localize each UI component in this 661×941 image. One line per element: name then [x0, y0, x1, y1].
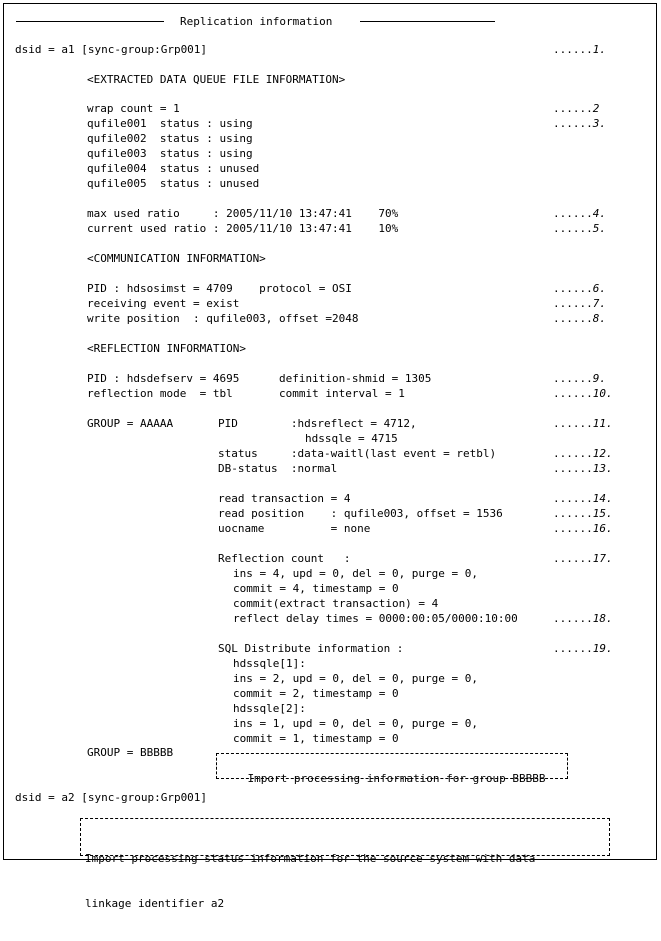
- output-line: uocname = none: [218, 522, 371, 535]
- reference-dots: ......: [553, 297, 593, 310]
- output-line: hdssqle = 4715: [305, 432, 398, 445]
- output-line: current used ratio : 2005/11/10 13:47:41 10%: [87, 222, 399, 235]
- reference-marker: [553, 506, 613, 521]
- reference-dots: ......: [553, 282, 593, 295]
- output-line: wrap count = 1: [87, 102, 180, 115]
- reference-dots: ......: [553, 522, 593, 535]
- reference-dots: ......: [553, 102, 593, 115]
- title-rule-left: [16, 21, 164, 22]
- reference-number: 6.: [592, 282, 606, 295]
- reference-dots: ......: [553, 417, 593, 430]
- reference-dots: ......: [553, 207, 593, 220]
- reference-number: 10.: [592, 387, 613, 400]
- reference-number: 5.: [592, 222, 606, 235]
- output-line: write position : qufile003, offset =2048: [87, 312, 359, 325]
- reference-marker: [553, 386, 613, 401]
- reference-number: 16.: [592, 522, 613, 535]
- output-line: GROUP = AAAAA: [87, 417, 174, 430]
- output-line: ins = 1, upd = 0, del = 0, purge = 0,: [233, 717, 479, 730]
- output-line: commit = 2, timestamp = 0: [233, 687, 399, 700]
- reference-dots: ......: [553, 552, 593, 565]
- output-line: qufile003 status : using: [87, 147, 253, 160]
- reference-number: 8.: [592, 312, 606, 325]
- reference-marker: [553, 101, 599, 116]
- output-line: SQL Distribute information :: [218, 642, 404, 655]
- reference-marker: [553, 446, 613, 461]
- reference-number: 2: [592, 102, 600, 115]
- output-line: reflection mode = tbl commit interval = 1: [87, 387, 405, 400]
- output-line: PID : hdsosimst = 4709 protocol = OSI: [87, 282, 352, 295]
- reference-marker: [553, 296, 606, 311]
- title-rule-right: [360, 21, 495, 22]
- document-title: Replication information: [180, 15, 333, 28]
- reference-number: 13.: [592, 462, 613, 475]
- output-line: Reflection count :: [218, 552, 351, 565]
- reference-number: 17.: [592, 552, 613, 565]
- reference-marker: [553, 611, 613, 626]
- reference-number: 11.: [592, 417, 613, 430]
- output-line: qufile002 status : using: [87, 132, 253, 145]
- output-line: status :data-waitl(last event = retbl): [218, 447, 497, 460]
- reference-dots: ......: [553, 372, 593, 385]
- output-line: max used ratio : 2005/11/10 13:47:41 70%: [87, 207, 399, 220]
- output-line: ins = 2, upd = 0, del = 0, purge = 0,: [233, 672, 479, 685]
- reference-marker: [553, 416, 613, 431]
- output-line: read transaction = 4: [218, 492, 351, 505]
- document-frame: [3, 3, 657, 910]
- output-line: <EXTRACTED DATA QUEUE FILE INFORMATION>: [87, 73, 346, 86]
- reference-number: 7.: [592, 297, 606, 310]
- reference-marker: [553, 281, 606, 296]
- reference-number: 4.: [592, 207, 606, 220]
- group-bbbbb-import-text: Import processing information for group BBBBB: [247, 772, 546, 785]
- output-line: DB-status :normal: [218, 462, 338, 475]
- group-bbbbb-import-box: [216, 753, 568, 785]
- reference-dots: ......: [553, 222, 593, 235]
- output-line: hdssqle[1]:: [233, 657, 306, 670]
- reference-marker: [553, 206, 606, 221]
- output-line: PID :hdsreflect = 4712,: [218, 417, 417, 430]
- output-line: commit = 1, timestamp = 0: [233, 732, 399, 745]
- output-line: hdssqle[2]:: [233, 702, 306, 715]
- output-line: dsid = a2 [sync-group:Grp001]: [15, 791, 208, 804]
- output-line: read position : qufile003, offset = 1536: [218, 507, 503, 520]
- output-line: PID : hdsdefserv = 4695 definition-shmid = 1305: [87, 372, 432, 385]
- source-import-status-box: [80, 818, 610, 910]
- output-line: GROUP = BBBBB: [87, 746, 174, 759]
- output-line: dsid = a1 [sync-group:Grp001]: [15, 43, 208, 56]
- source-import-status-line1: Import processing status information for the source system with data: [85, 852, 536, 865]
- output-line: qufile004 status : unused: [87, 162, 260, 175]
- reference-dots: ......: [553, 447, 593, 460]
- reference-dots: ......: [553, 387, 593, 400]
- reference-number: 9.: [592, 372, 606, 385]
- reference-dots: ......: [553, 492, 593, 505]
- reference-marker: [553, 551, 613, 566]
- reference-dots: ......: [553, 642, 593, 655]
- output-line: commit(extract transaction) = 4: [233, 597, 439, 610]
- reference-marker: [553, 371, 606, 386]
- reference-number: 18.: [592, 612, 613, 625]
- reference-marker: [553, 221, 606, 236]
- reference-number: 3.: [592, 117, 606, 130]
- reference-marker: [553, 641, 613, 656]
- reference-dots: ......: [553, 612, 593, 625]
- reference-dots: ......: [553, 507, 593, 520]
- output-line: <REFLECTION INFORMATION>: [87, 342, 246, 355]
- reference-number: 14.: [592, 492, 613, 505]
- reference-dots: ......: [553, 312, 593, 325]
- output-line: qufile001 status : using: [87, 117, 253, 130]
- reference-number: 1.: [592, 43, 606, 56]
- reference-marker: [553, 42, 606, 57]
- output-line: <COMMUNICATION INFORMATION>: [87, 252, 266, 265]
- output-line: qufile005 status : unused: [87, 177, 260, 190]
- reference-number: 19.: [592, 642, 613, 655]
- source-import-status-line2: linkage identifier a2: [85, 897, 225, 910]
- output-line: receiving event = exist: [87, 297, 240, 310]
- reference-marker: [553, 521, 613, 536]
- output-line: reflect delay times = 0000:00:05/0000:10:00: [233, 612, 518, 625]
- reference-dots: ......: [553, 117, 593, 130]
- reference-marker: [553, 461, 613, 476]
- reference-marker: [553, 311, 606, 326]
- output-line: ins = 4, upd = 0, del = 0, purge = 0,: [233, 567, 479, 580]
- reference-marker: [553, 491, 613, 506]
- reference-number: 12.: [592, 447, 613, 460]
- reference-dots: ......: [553, 43, 593, 56]
- reference-number: 15.: [592, 507, 613, 520]
- reference-marker: [553, 116, 606, 131]
- output-line: commit = 4, timestamp = 0: [233, 582, 399, 595]
- reference-dots: ......: [553, 462, 593, 475]
